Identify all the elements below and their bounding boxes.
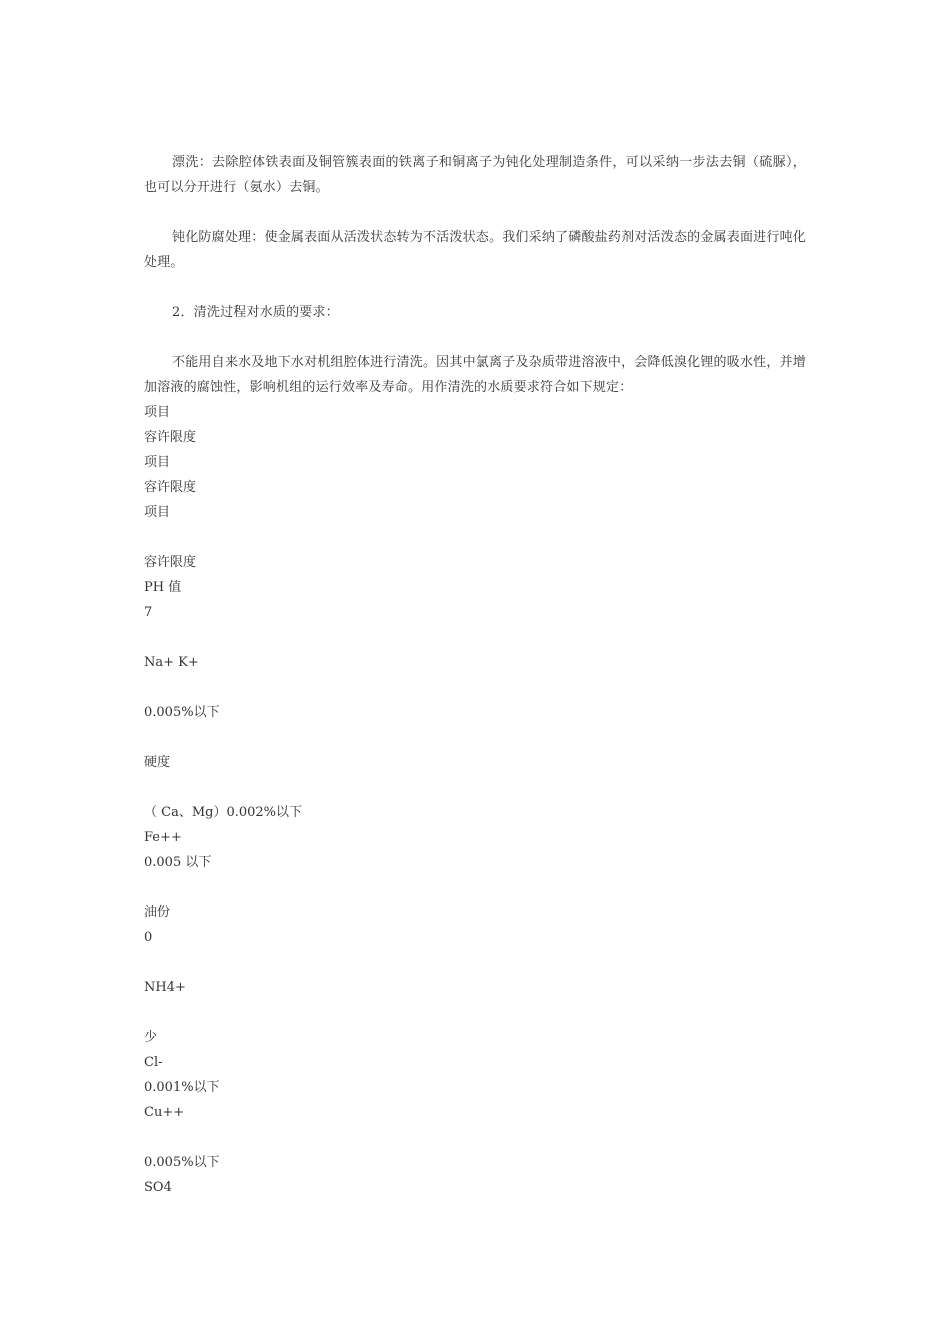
table-cell: SO4 — [144, 1180, 172, 1195]
table-blank-line — [144, 625, 806, 650]
table-cell: （ Ca、Mg）0.002%以下 — [144, 805, 303, 820]
table-cell: Cu++ — [144, 1105, 185, 1120]
table-cell: 油份 — [144, 905, 171, 920]
table-cell: 项目 — [144, 405, 171, 420]
table-cell: 0.005 以下 — [144, 855, 212, 870]
table-blank-line — [144, 675, 806, 700]
table-cell: 7 — [144, 605, 153, 620]
table-blank-line — [144, 950, 806, 975]
table-cell: 容许限度 — [144, 480, 197, 495]
table-cell: 少 — [144, 1030, 158, 1045]
table-blank-line — [144, 525, 806, 550]
table-blank-line — [144, 875, 806, 900]
table-cell: 0 — [144, 930, 153, 945]
table-cell: PH 值 — [144, 580, 182, 595]
table-cell: 容许限度 — [144, 555, 197, 570]
table-blank-line — [144, 775, 806, 800]
table-cell: Na+ K+ — [144, 655, 199, 670]
water-quality-table — [144, 400, 806, 1200]
table-cell: 容许限度 — [144, 430, 197, 445]
table-cell: 0.005%以下 — [144, 1155, 220, 1170]
table-blank-line — [144, 725, 806, 750]
table-cell: Cl- — [144, 1055, 163, 1070]
table-cell: 硬度 — [144, 755, 171, 770]
section-heading-water-quality: 2．清洗过程对水质的要求： — [172, 305, 339, 320]
table-cell: 项目 — [144, 505, 171, 520]
table-cell: 0.005%以下 — [144, 705, 220, 720]
document-page — [144, 150, 806, 1200]
table-cell: 项目 — [144, 455, 171, 470]
table-cell: NH4+ — [144, 980, 186, 995]
table-cell: 0.001%以下 — [144, 1080, 220, 1095]
table-blank-line — [144, 1000, 806, 1025]
table-blank-line — [144, 1125, 806, 1150]
paragraph-passivation: 钝化防腐处理：使金属表面从活泼状态转为不活泼状态。我们采纳了磷酸盐药剂对活泼态的金属表面进行吨化处理。 — [144, 230, 806, 270]
table-cell: Fe++ — [144, 830, 182, 845]
paragraph-water-requirements: 不能用自来水及地下水对机组腔体进行清洗。因其中氯离子及杂质带进溶液中，会降低溴化锂的吸水性，并增加溶液的腐蚀性，影响机组的运行效率及寿命。用作清洗的水质要求符合如下规定： — [144, 355, 806, 395]
paragraph-rinsing: 漂洗：去除腔体铁表面及铜管簇表面的铁离子和铜离子为钝化处理制造条件，可以采纳一步法去铜（硫脲），也可以分开进行（氨水）去铜。 — [144, 155, 806, 195]
